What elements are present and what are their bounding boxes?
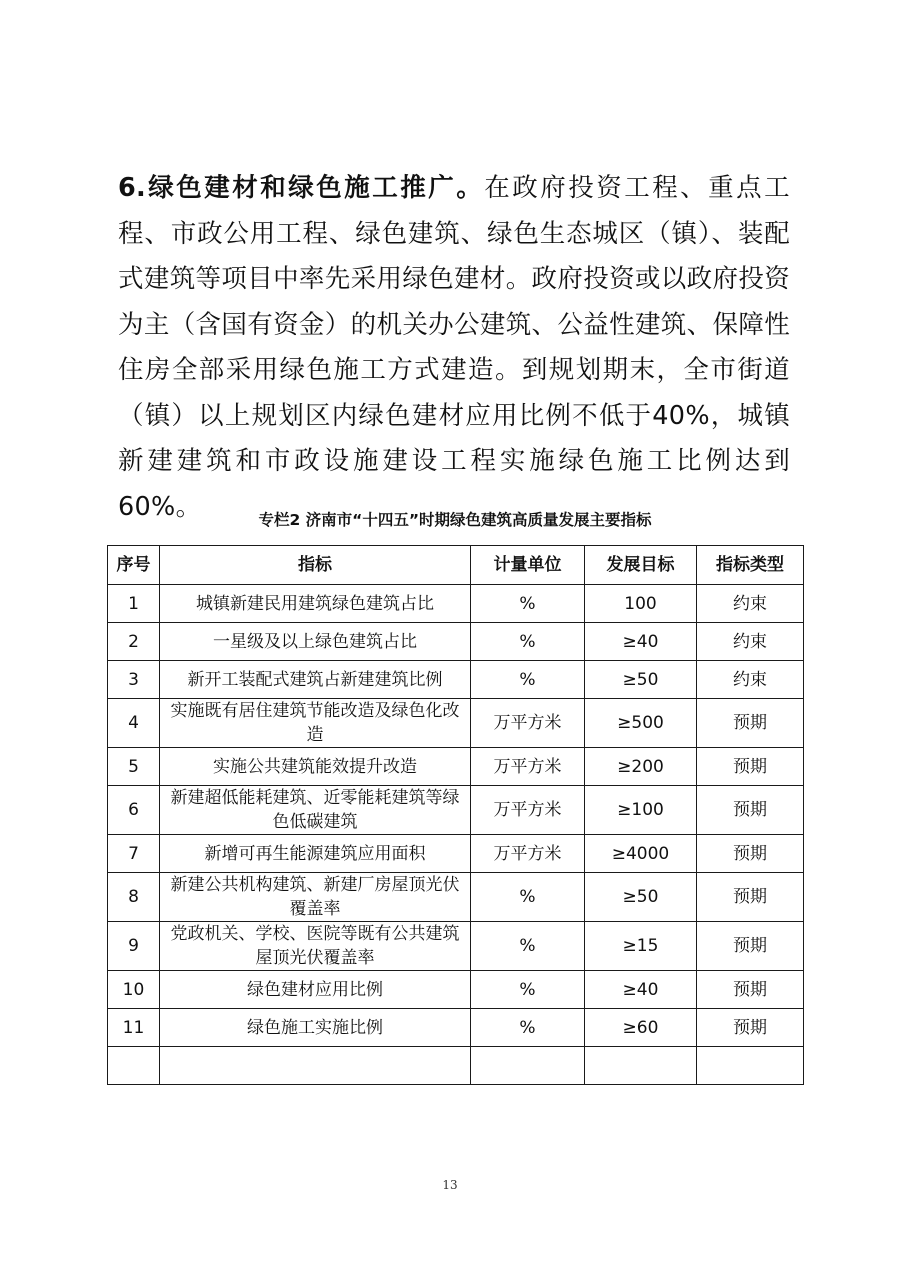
cell-type: 预期 — [697, 748, 804, 786]
table-row — [108, 585, 804, 623]
cell-unit: 万平方米 — [471, 786, 585, 835]
cell-type: 约束 — [697, 585, 804, 623]
cell-unit: 万平方米 — [471, 835, 585, 873]
table-row-empty — [108, 1047, 804, 1085]
cell-no: 8 — [108, 873, 160, 922]
table-caption: 专栏2 济南市“十四五”时期绿色建筑高质量发展主要指标 — [258, 511, 652, 529]
column-header-target: 发展目标 — [585, 546, 697, 585]
section-heading: 6.绿色建材和绿色施工推广。 — [118, 173, 485, 203]
cell-empty — [697, 1047, 804, 1085]
cell-indicator: 绿色建材应用比例 — [160, 971, 471, 1009]
cell-type: 约束 — [697, 661, 804, 699]
table-row — [108, 873, 804, 922]
cell-indicator: 实施既有居住建筑节能改造及绿色化改造 — [160, 699, 471, 748]
table-row — [108, 835, 804, 873]
cell-target: ≥60 — [585, 1009, 697, 1047]
cell-unit: % — [471, 623, 585, 661]
cell-type: 预期 — [697, 971, 804, 1009]
table-row — [108, 623, 804, 661]
cell-no: 9 — [108, 922, 160, 971]
cell-target: ≥15 — [585, 922, 697, 971]
cell-empty — [108, 1047, 160, 1085]
cell-target: ≥50 — [585, 661, 697, 699]
cell-unit: % — [471, 661, 585, 699]
cell-indicator: 党政机关、学校、医院等既有公共建筑屋顶光伏覆盖率 — [160, 922, 471, 971]
cell-unit: % — [471, 1009, 585, 1047]
cell-type: 预期 — [697, 786, 804, 835]
cell-type: 预期 — [697, 1009, 804, 1047]
table-header-row — [108, 546, 804, 585]
table-row — [108, 661, 804, 699]
cell-indicator: 绿色施工实施比例 — [160, 1009, 471, 1047]
cell-indicator: 城镇新建民用建筑绿色建筑占比 — [160, 585, 471, 623]
cell-type: 预期 — [697, 835, 804, 873]
cell-no: 6 — [108, 786, 160, 835]
cell-no: 3 — [108, 661, 160, 699]
cell-indicator: 新开工装配式建筑占新建建筑比例 — [160, 661, 471, 699]
cell-type: 预期 — [697, 922, 804, 971]
cell-unit: % — [471, 971, 585, 1009]
cell-no: 11 — [108, 1009, 160, 1047]
table-row — [108, 786, 804, 835]
cell-no: 2 — [108, 623, 160, 661]
cell-target: ≥100 — [585, 786, 697, 835]
cell-no: 5 — [108, 748, 160, 786]
cell-target: ≥40 — [585, 971, 697, 1009]
table-row — [108, 1009, 804, 1047]
cell-indicator: 实施公共建筑能效提升改造 — [160, 748, 471, 786]
table-row — [108, 748, 804, 786]
cell-unit: 万平方米 — [471, 699, 585, 748]
cell-no: 4 — [108, 699, 160, 748]
section-paragraph — [118, 166, 790, 530]
cell-no: 1 — [108, 585, 160, 623]
cell-unit: % — [471, 585, 585, 623]
cell-indicator: 一星级及以上绿色建筑占比 — [160, 623, 471, 661]
cell-empty — [160, 1047, 471, 1085]
cell-type: 预期 — [697, 699, 804, 748]
cell-unit: 万平方米 — [471, 748, 585, 786]
table-row — [108, 971, 804, 1009]
column-header-unit: 计量单位 — [471, 546, 585, 585]
cell-indicator: 新增可再生能源建筑应用面积 — [160, 835, 471, 873]
column-header-indicator: 指标 — [160, 546, 471, 585]
indicators-table — [107, 545, 804, 1085]
cell-target: ≥40 — [585, 623, 697, 661]
cell-target: ≥500 — [585, 699, 697, 748]
cell-unit: % — [471, 873, 585, 922]
section-body: 在政府投资工程、重点工程、市政公用工程、绿色建筑、绿色生态城区（镇）、装配式建筑等项目中率先采用绿色建材。政府投资或以政府投资为主（含国有资金）的机关办公建筑、公益性建筑、保障性住房全部采用绿色施工方式建造。到规划期末，全市街道（镇）以上规划区内绿色建材应用比例不低于40%，城镇新建建筑和市政设施建设工程实施绿色施工比例达到60%。 — [118, 173, 790, 522]
cell-empty — [585, 1047, 697, 1085]
page-number: 13 — [442, 1178, 458, 1192]
cell-no: 7 — [108, 835, 160, 873]
cell-target: ≥4000 — [585, 835, 697, 873]
cell-indicator: 新建公共机构建筑、新建厂房屋顶光伏覆盖率 — [160, 873, 471, 922]
cell-target: ≥50 — [585, 873, 697, 922]
table-row — [108, 699, 804, 748]
cell-type: 预期 — [697, 873, 804, 922]
cell-type: 约束 — [697, 623, 804, 661]
cell-target: 100 — [585, 585, 697, 623]
column-header-type: 指标类型 — [697, 546, 804, 585]
column-header-no: 序号 — [108, 546, 160, 585]
cell-no: 10 — [108, 971, 160, 1009]
table-row — [108, 922, 804, 971]
cell-empty — [471, 1047, 585, 1085]
cell-target: ≥200 — [585, 748, 697, 786]
cell-unit: % — [471, 922, 585, 971]
cell-indicator: 新建超低能耗建筑、近零能耗建筑等绿色低碳建筑 — [160, 786, 471, 835]
